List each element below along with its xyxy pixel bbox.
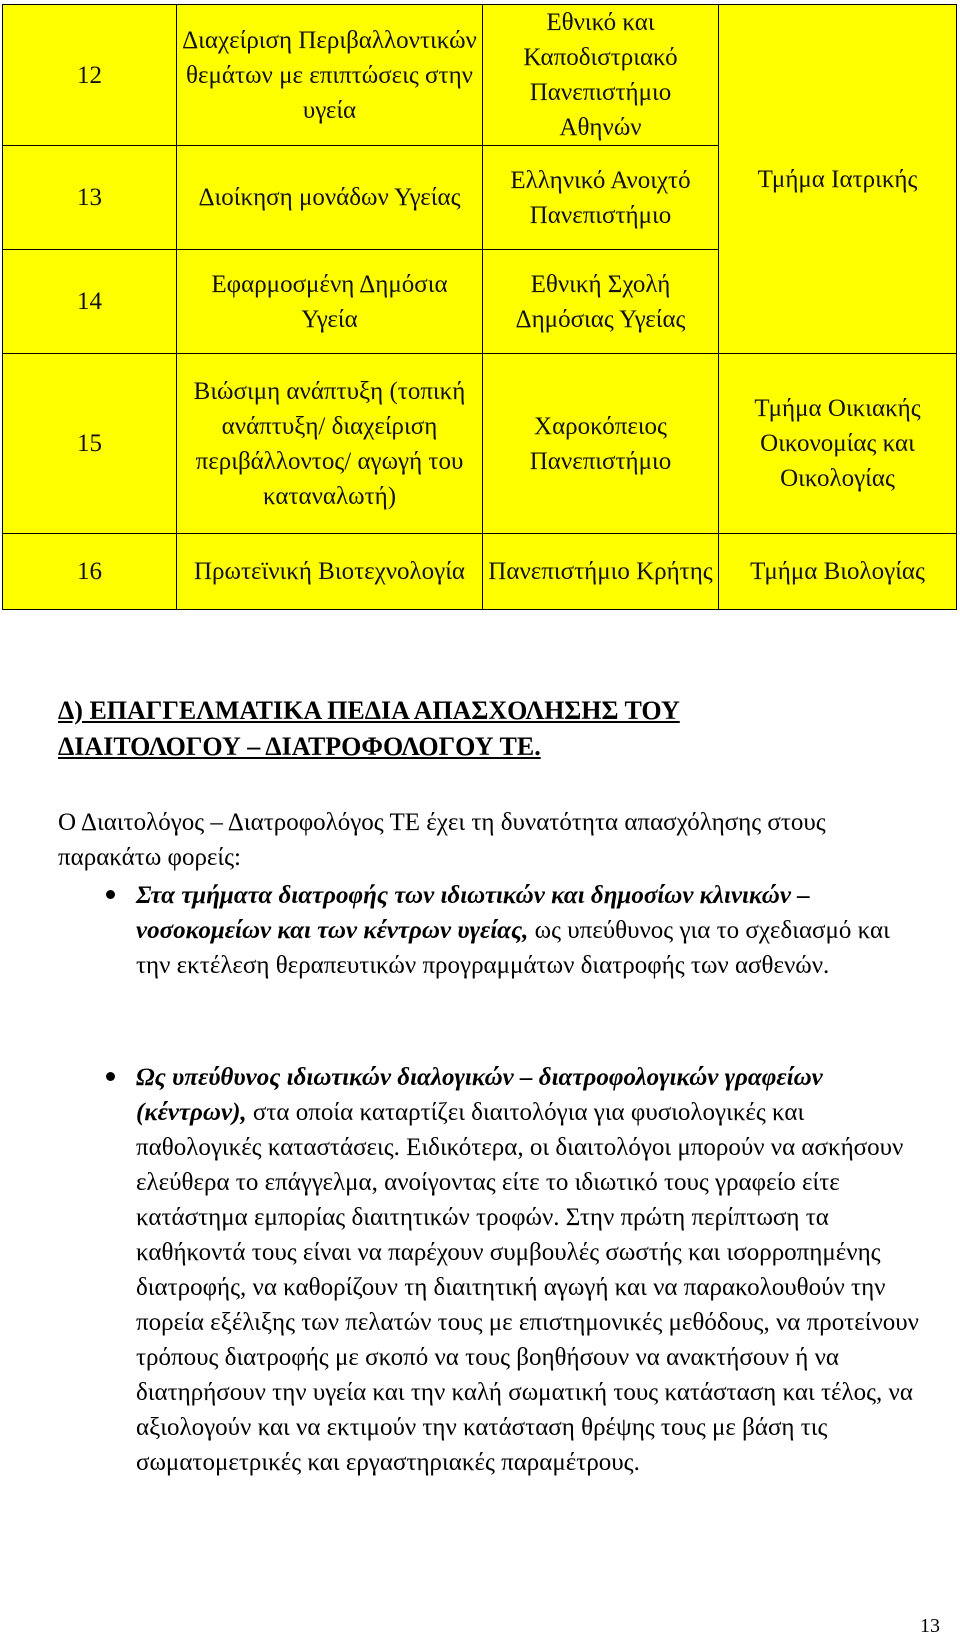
section-heading-line2: ΔΙΑΙΤΟΛΟΓΟΥ – ΔΙΑΤΡΟΦΟΛΟΓΟΥ ΤΕ. xyxy=(58,732,541,761)
table-row xyxy=(3,534,957,610)
row-number: 15 xyxy=(3,354,177,534)
bullet-icon xyxy=(106,890,115,899)
bullet-text: ως υπεύθυνος για το σχεδιασμό και την εκτέλεση θεραπευτικών προγραμμάτων διατροφής των ασθενών. xyxy=(136,917,890,979)
course-cell: Διοίκηση μονάδων Υγείας xyxy=(177,146,483,250)
programs-table xyxy=(2,4,957,610)
department-cell: Τμήμα Ιατρικής xyxy=(719,5,957,354)
row-number: 16 xyxy=(3,534,177,610)
bullet-text: στα οποία καταρτίζει διαιτολόγια για φυσιολογικές και παθολογικές καταστάσεις. Ειδικότερα, οι διαιτολόγοι μπορούν να ασκήσουν ελεύθερα το επάγγελμα, ανοίγοντας είτε το ιδιωτικό τους γραφείο είτε κατάστημα εμπορίας διαιτητικών τροφών. Στην πρώτη περίπτωση τα καθήκοντά τους είναι να παρέχουν συμβουλές σωστής και ισορροπημένης διατροφής, να καθορίζουν τη διαιτητική αγωγή και να παρακολουθούν την πορεία εξέλιξης των πελατών τους με επιστημονικές μεθόδους, να προτείνουν τρόπους διατροφής με σκοπό να τους βοηθήσουν να ανακτήσουν ή να διατηρήσουν την υγεία και την καλή σωματική τους κατάσταση και τέλος, να αξιολογούν και να εκτιμούν την κατάσταση θρέψης τους με βάση τις σωματομετρικές και εργαστηριακές παραμέτρους. xyxy=(136,1099,919,1476)
university-cell: Πανεπιστήμιο Κρήτης xyxy=(483,534,719,610)
bullet-emphasis: Στα τμήματα διατροφής των ιδιωτικών και δημοσίων κλινικών – νοσοκομείων και των κέντρων υγείας, xyxy=(136,882,810,944)
department-cell: Τμήμα Βιολογίας xyxy=(719,534,957,610)
page-number: 13 xyxy=(920,1615,940,1637)
row-number: 12 xyxy=(3,5,177,146)
bullet-icon xyxy=(106,1072,115,1081)
intro-paragraph: Ο Διαιτολόγος – Διατροφολόγος ΤΕ έχει τη δυνατότητα απασχόλησης στους παρακάτω φορείς: xyxy=(58,809,826,871)
table-row xyxy=(3,5,957,146)
university-cell: Ελληνικό Ανοιχτό Πανεπιστήμιο xyxy=(483,146,719,250)
university-cell: Εθνικό και Καποδιστριακό Πανεπιστήμιο Αθηνών xyxy=(483,5,719,146)
row-number: 13 xyxy=(3,146,177,250)
course-cell: Διαχείριση Περιβαλλοντικών θεμάτων με επιπτώσεις στην υγεία xyxy=(177,5,483,146)
course-cell: Βιώσιμη ανάπτυξη (τοπική ανάπτυξη/ διαχείριση περιβάλλοντος/ αγωγή του καταναλωτή) xyxy=(177,354,483,534)
university-cell: Χαροκόπειος Πανεπιστήμιο xyxy=(483,354,719,534)
course-cell: Πρωτεϊνική Βιοτεχνολογία xyxy=(177,534,483,610)
course-cell: Εφαρμοσμένη Δημόσια Υγεία xyxy=(177,250,483,354)
row-number: 14 xyxy=(3,250,177,354)
section-heading-line1: Δ) ΕΠΑΓΓΕΛΜΑΤΙΚΑ ΠΕΔΙΑ ΑΠΑΣΧΟΛΗΣΗΣ ΤΟΥ xyxy=(58,696,680,725)
university-cell: Εθνική Σχολή Δημόσιας Υγείας xyxy=(483,250,719,354)
list-item xyxy=(136,1060,926,1480)
department-cell: Τμήμα Οικιακής Οικονομίας και Οικολογίας xyxy=(719,354,957,534)
bullet-emphasis: Ως υπεύθυνος ιδιωτικών διαλογικών – διατροφολογικών γραφείων (κέντρων), xyxy=(136,1064,823,1126)
section-heading xyxy=(58,693,918,765)
list-item xyxy=(136,878,926,983)
table-row xyxy=(3,354,957,534)
